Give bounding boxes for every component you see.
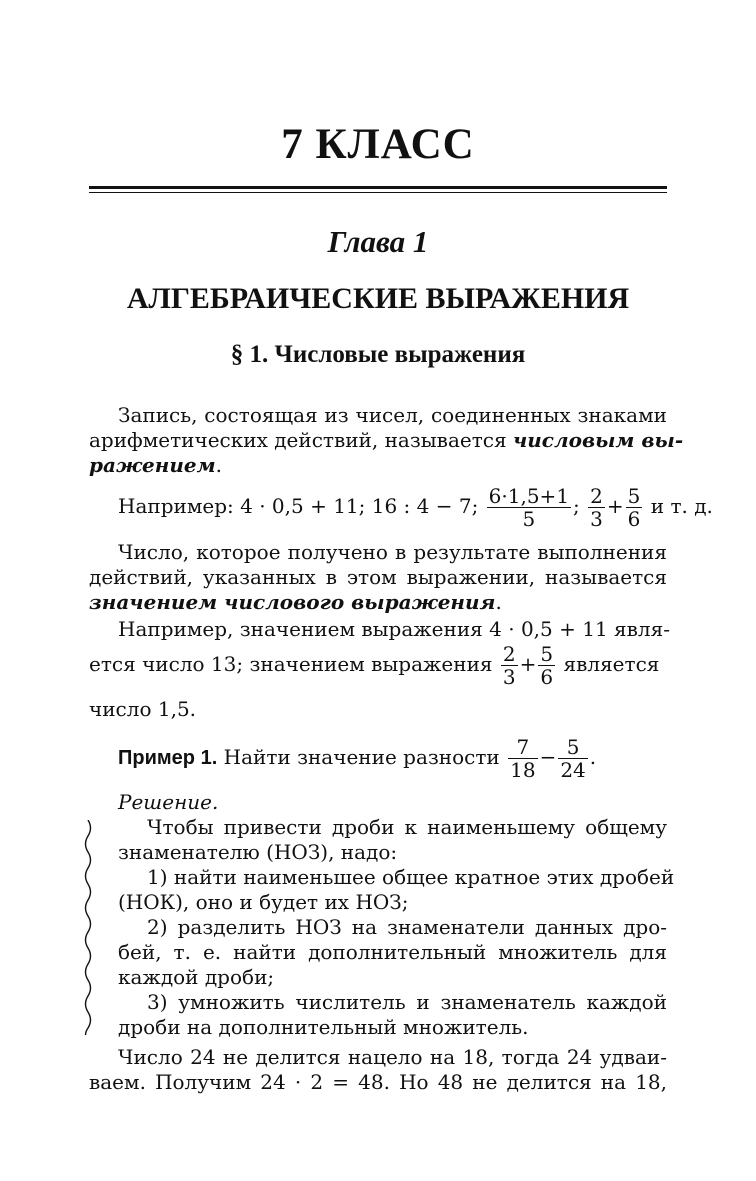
solution-line-2: знаменателю (НОЗ), надо: (118, 840, 398, 864)
fraction-numerator: 7 (508, 736, 537, 759)
definition1-line3 (89, 453, 667, 477)
example-values-line2 (89, 640, 667, 688)
fraction-denominator: 6 (540, 665, 554, 689)
solution-line-8: 3) умножить числитель и знаменатель каждой (147, 990, 667, 1014)
solution-line-6: бей, т. е. найти дополнительный множитель для (118, 940, 667, 964)
example-values-line3: число 1,5. (89, 697, 197, 721)
example-values-text: ется число 13; значением выражения (89, 652, 493, 676)
definition1-text: арифметических действий, называется (89, 428, 513, 452)
example1-text: Найти значение разности (223, 745, 500, 769)
grade-title: 7 КЛАСС (281, 121, 475, 168)
solution-label: Решение. (118, 790, 219, 814)
title-rule-thin (89, 192, 667, 193)
fraction-6x1.5plus1-over-5 (487, 485, 571, 530)
solution-line-4: (НОК), оно и будет их НОЗ; (118, 890, 409, 914)
period: . (589, 745, 597, 769)
fraction-7-over-18 (508, 736, 537, 781)
example-lead: Например: 4 · 0,5 + 11; 16 : 4 − 7; (118, 494, 479, 518)
period: . (215, 453, 222, 477)
fraction-numerator: 6·1,5+1 (488, 484, 570, 508)
term-expression-value: значением числового выражения (89, 590, 496, 614)
example-values-text-end: является (563, 652, 660, 676)
solution-line-9: дроби на дополнительный множитель. (118, 1015, 529, 1039)
title-rule-thick (89, 186, 667, 189)
plus-sign: + (606, 494, 624, 518)
fraction-numerator: 5 (558, 736, 587, 759)
definition1-line1: Запись, состоящая из чисел, соединенных знаками (118, 403, 667, 427)
term-numeric-expression-part1: числовым вы- (512, 428, 684, 452)
example-tail: и т. д. (650, 494, 713, 518)
example1-label: Пример 1. (118, 747, 218, 769)
fraction-5-over-6 (626, 485, 643, 530)
closing-line1: Число 24 не делится нацело на 18, тогда 24 удваи- (118, 1045, 667, 1069)
fraction-denominator: 24 (560, 758, 586, 782)
definition2-line2: действий, указанных в этом выражении, называется (89, 565, 667, 589)
solution-line-3: 1) найти наименьшее общее кратное этих дробей (147, 865, 675, 889)
fraction-denominator: 3 (502, 665, 516, 689)
fraction-denominator: 5 (522, 507, 536, 531)
plus-sign: + (519, 652, 537, 676)
definition2-line1: Число, которое получено в результате выполнения (118, 540, 667, 564)
period: . (495, 590, 502, 614)
solution-line-1: Чтобы привести дроби к наименьшему общему (147, 815, 667, 839)
example1-line (118, 733, 667, 782)
example-expressions-line (118, 480, 713, 532)
fraction-numerator: 5 (540, 642, 554, 666)
solution-line-7: каждой дроби; (118, 965, 275, 989)
wavy-margin-line (82, 820, 94, 1035)
section-title: § 1. Числовые выражения (230, 341, 526, 368)
minus-sign: − (539, 745, 557, 769)
fraction-2-over-3 (501, 643, 518, 688)
chapter-number: Глава 1 (327, 224, 429, 259)
fraction-denominator: 6 (627, 507, 641, 531)
definition2-line3 (89, 590, 667, 614)
example-values-line1: Например, значением выражения 4 · 0,5 + 11 явля- (118, 617, 670, 641)
fraction-numerator: 2 (590, 484, 603, 508)
closing-line2: ваем. Получим 24 · 2 = 48. Но 48 не делится на 18, (89, 1070, 667, 1094)
fraction-5-over-6 (538, 643, 555, 688)
definition1-line2 (89, 428, 684, 452)
chapter-title: АЛГЕБРАИЧЕСКИЕ ВЫРАЖЕНИЯ (126, 282, 630, 315)
term-numeric-expression-part2: ражением (89, 453, 216, 477)
fraction-numerator: 5 (627, 484, 641, 508)
fraction-denominator: 3 (590, 507, 603, 531)
fraction-2-over-3 (588, 485, 605, 530)
solution-line-5: 2) разделить НОЗ на знаменатели данных дро- (147, 915, 667, 939)
fraction-numerator: 2 (502, 642, 516, 666)
separator: ; (573, 494, 580, 518)
fraction-5-over-24 (558, 736, 587, 781)
fraction-denominator: 18 (510, 758, 536, 782)
